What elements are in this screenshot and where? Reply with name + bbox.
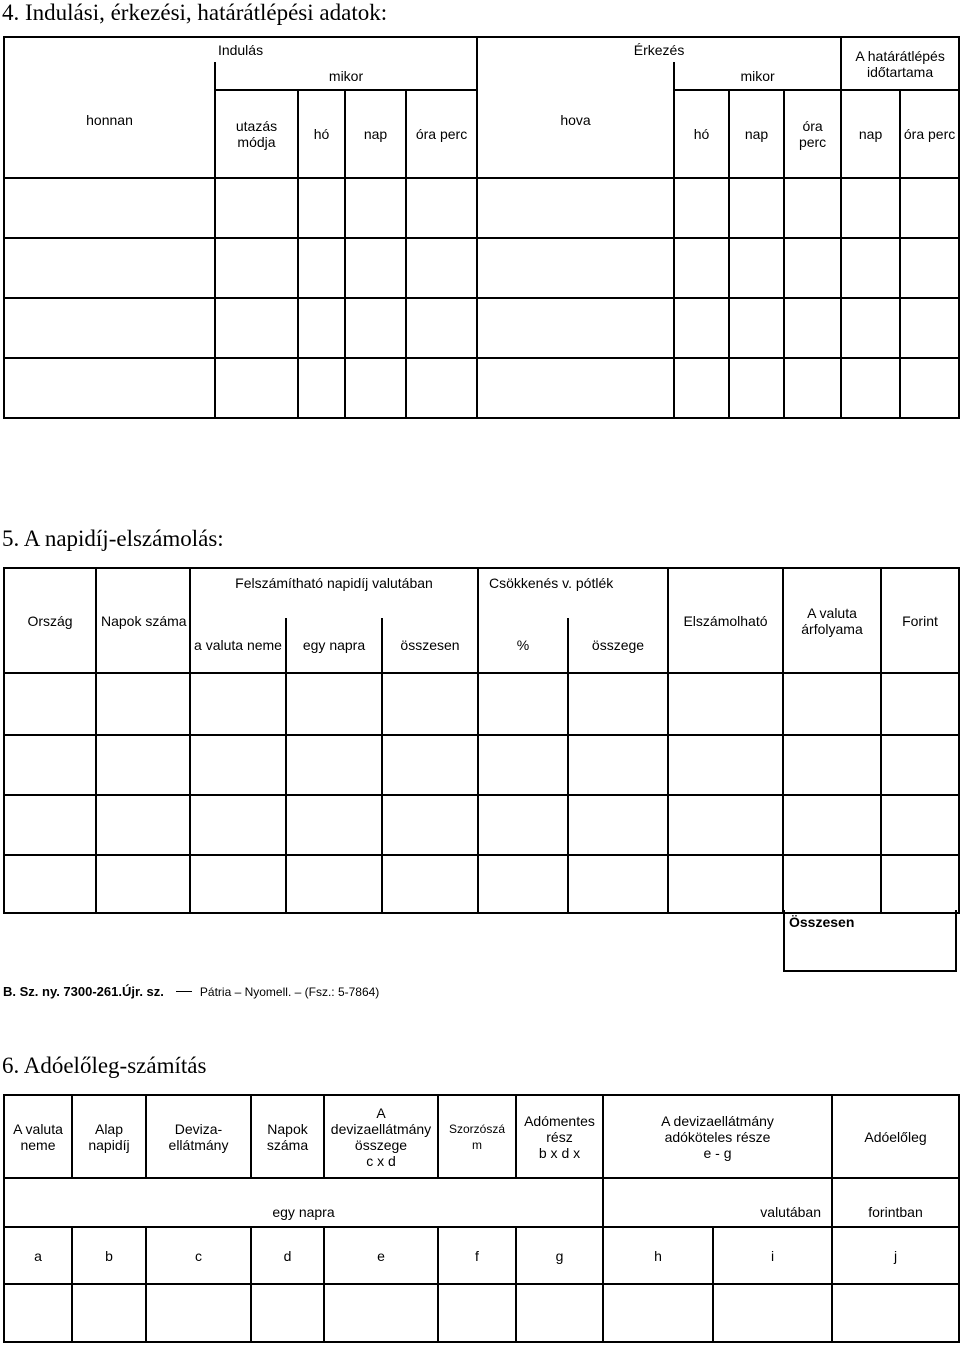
table-row bbox=[4, 795, 959, 855]
table-row bbox=[4, 673, 959, 735]
printer-info: Pátria – Nyomell. – (Fsz.: 5-7864) bbox=[199, 985, 380, 999]
col-header-foreign-allowance: Deviza- ellátmány bbox=[146, 1095, 251, 1178]
travel-mode-header: utazás módja bbox=[215, 90, 298, 178]
table-cell[interactable] bbox=[881, 795, 959, 855]
table-cell[interactable] bbox=[832, 1284, 959, 1342]
table-cell[interactable] bbox=[4, 1284, 72, 1342]
table-cell[interactable] bbox=[784, 358, 841, 418]
arrival-month-header: hó bbox=[674, 90, 729, 178]
arrival-when-header: mikor bbox=[674, 62, 841, 90]
table-cell[interactable] bbox=[4, 855, 96, 913]
table-cell[interactable] bbox=[286, 855, 382, 913]
table-row bbox=[4, 178, 959, 238]
table-cell[interactable] bbox=[881, 855, 959, 913]
table-cell[interactable] bbox=[477, 238, 674, 298]
country-header: Ország bbox=[4, 568, 96, 673]
table-cell[interactable] bbox=[382, 735, 478, 795]
table-cell[interactable] bbox=[215, 358, 298, 418]
table-cell[interactable] bbox=[382, 795, 478, 855]
table-row bbox=[4, 855, 959, 913]
table-cell[interactable] bbox=[729, 298, 784, 358]
table-cell[interactable] bbox=[298, 358, 345, 418]
table-cell[interactable] bbox=[4, 795, 96, 855]
reduction-supplement-header: Csökkenés v. pótlék bbox=[478, 568, 668, 618]
departure-hour-minute-header: óra perc bbox=[406, 90, 477, 178]
table-cell[interactable] bbox=[96, 673, 190, 735]
table-cell[interactable] bbox=[784, 238, 841, 298]
table-cell[interactable] bbox=[286, 673, 382, 735]
table-cell[interactable] bbox=[4, 735, 96, 795]
letter-row bbox=[4, 1227, 959, 1284]
per-day-header: egy napra bbox=[286, 618, 382, 673]
table-cell[interactable] bbox=[668, 735, 783, 795]
col-header-tax-free-part: Adómentes rész b x d x bbox=[516, 1095, 603, 1178]
tax-advance-table bbox=[3, 1094, 960, 1343]
table-cell[interactable] bbox=[568, 673, 668, 735]
arrival-day-header: nap bbox=[729, 90, 784, 178]
col-header-allowance-amount: A devizaellátmány összege c x d bbox=[324, 1095, 438, 1178]
table-cell[interactable] bbox=[841, 238, 900, 298]
letter-i: i bbox=[713, 1227, 832, 1284]
percent-header: % bbox=[478, 618, 568, 673]
forint-header: Forint bbox=[881, 568, 959, 673]
table-cell[interactable] bbox=[345, 358, 406, 418]
table-cell[interactable] bbox=[324, 1284, 438, 1342]
total-header: összesen bbox=[382, 618, 478, 673]
table-cell[interactable] bbox=[784, 298, 841, 358]
letter-f: f bbox=[438, 1227, 516, 1284]
table-cell[interactable] bbox=[478, 855, 568, 913]
table-cell[interactable] bbox=[96, 855, 190, 913]
table-cell[interactable] bbox=[568, 735, 668, 795]
departure-month-header: hó bbox=[298, 90, 345, 178]
settleable-header: Elszámolható bbox=[668, 568, 783, 673]
grand-total-box[interactable] bbox=[783, 910, 957, 972]
table-cell[interactable] bbox=[568, 795, 668, 855]
table-cell[interactable] bbox=[251, 1284, 324, 1342]
table-cell[interactable] bbox=[4, 358, 215, 418]
departure-when-header: mikor bbox=[215, 62, 477, 90]
table-cell[interactable] bbox=[215, 238, 298, 298]
table-cell[interactable] bbox=[190, 735, 286, 795]
table-cell[interactable] bbox=[215, 178, 298, 238]
grand-total-label: Összesen bbox=[789, 914, 855, 930]
table-row bbox=[4, 238, 959, 298]
table-cell[interactable] bbox=[345, 298, 406, 358]
table-cell[interactable] bbox=[4, 673, 96, 735]
table-row bbox=[4, 1284, 959, 1342]
table-cell[interactable] bbox=[4, 298, 215, 358]
table-row bbox=[4, 358, 959, 418]
table-cell[interactable] bbox=[881, 735, 959, 795]
table-cell[interactable] bbox=[668, 795, 783, 855]
table-cell[interactable] bbox=[783, 795, 881, 855]
table-cell[interactable] bbox=[674, 238, 729, 298]
currency-type-header: a valuta neme bbox=[190, 618, 286, 673]
crossing-hour-minute-header: óra perc bbox=[900, 90, 959, 178]
to-header: hova bbox=[477, 62, 674, 178]
table-cell[interactable] bbox=[406, 358, 477, 418]
table-cell[interactable] bbox=[406, 298, 477, 358]
letter-c: c bbox=[146, 1227, 251, 1284]
table-cell[interactable] bbox=[190, 795, 286, 855]
per-day-subheader: egy napra bbox=[4, 1178, 603, 1227]
table-cell[interactable] bbox=[783, 855, 881, 913]
table-cell[interactable] bbox=[96, 735, 190, 795]
table-cell[interactable] bbox=[568, 855, 668, 913]
col-header-currency: A valuta neme bbox=[4, 1095, 72, 1178]
letter-b: b bbox=[72, 1227, 146, 1284]
table-cell[interactable] bbox=[668, 673, 783, 735]
table-cell[interactable] bbox=[4, 238, 215, 298]
table-cell[interactable] bbox=[900, 238, 959, 298]
border-crossing-duration-header: A határátlépés időtartama bbox=[841, 37, 959, 90]
col-header-taxable-part: A devizaellátmány adóköteles része e - g bbox=[603, 1095, 832, 1178]
in-forint-subheader: forintban bbox=[832, 1178, 959, 1227]
table-cell[interactable] bbox=[478, 795, 568, 855]
letter-a: a bbox=[4, 1227, 72, 1284]
table-cell[interactable] bbox=[729, 178, 784, 238]
table-cell[interactable] bbox=[146, 1284, 251, 1342]
table-cell[interactable] bbox=[841, 358, 900, 418]
table-cell[interactable] bbox=[477, 298, 674, 358]
departure-day-header: nap bbox=[345, 90, 406, 178]
in-currency-subheader: valutában bbox=[603, 1178, 832, 1227]
table-cell[interactable] bbox=[478, 673, 568, 735]
table-cell[interactable] bbox=[668, 855, 783, 913]
table-cell[interactable] bbox=[713, 1284, 832, 1342]
letter-d: d bbox=[251, 1227, 324, 1284]
table-cell[interactable] bbox=[477, 358, 674, 418]
table-cell[interactable] bbox=[783, 673, 881, 735]
table-cell[interactable] bbox=[298, 238, 345, 298]
table-cell[interactable] bbox=[4, 178, 215, 238]
departure-header: Indulás bbox=[4, 37, 477, 62]
table-cell[interactable] bbox=[286, 795, 382, 855]
crossing-day-header: nap bbox=[841, 90, 900, 178]
table-cell[interactable] bbox=[72, 1284, 146, 1342]
dash-divider bbox=[176, 991, 192, 992]
table-cell[interactable] bbox=[729, 238, 784, 298]
table-cell[interactable] bbox=[881, 673, 959, 735]
col-header-multiplier: Szorzószá m bbox=[438, 1095, 516, 1178]
table-cell[interactable] bbox=[215, 298, 298, 358]
table-cell[interactable] bbox=[516, 1284, 603, 1342]
table-cell[interactable] bbox=[382, 673, 478, 735]
table-cell[interactable] bbox=[406, 238, 477, 298]
amount-header: összege bbox=[568, 618, 668, 673]
col-header-days: Napok száma bbox=[251, 1095, 324, 1178]
table-row bbox=[4, 735, 959, 795]
table-cell[interactable] bbox=[298, 178, 345, 238]
letter-e: e bbox=[324, 1227, 438, 1284]
table-cell[interactable] bbox=[190, 855, 286, 913]
exchange-rate-header: A valuta árfolyama bbox=[783, 568, 881, 673]
travel-data-table bbox=[3, 36, 960, 419]
table-cell[interactable] bbox=[603, 1284, 713, 1342]
section-6-title: 6. Adóelőleg-számítás bbox=[2, 1053, 207, 1078]
table-cell[interactable] bbox=[438, 1284, 516, 1342]
table-cell[interactable] bbox=[900, 298, 959, 358]
table-cell[interactable] bbox=[190, 673, 286, 735]
table-cell[interactable] bbox=[298, 298, 345, 358]
table-cell[interactable] bbox=[784, 178, 841, 238]
table-cell[interactable] bbox=[345, 178, 406, 238]
table-cell[interactable] bbox=[674, 298, 729, 358]
table-cell[interactable] bbox=[345, 238, 406, 298]
print-code bbox=[3, 984, 379, 999]
table-cell[interactable] bbox=[382, 855, 478, 913]
table-cell[interactable] bbox=[841, 298, 900, 358]
per-diem-table bbox=[3, 567, 960, 914]
letter-h: h bbox=[603, 1227, 713, 1284]
col-header-tax-advance: Adóelőleg bbox=[832, 1095, 959, 1178]
table-cell[interactable] bbox=[477, 178, 674, 238]
table-row bbox=[4, 298, 959, 358]
form-code: B. Sz. ny. 7300-261.Újr. sz. bbox=[3, 984, 164, 999]
table-cell[interactable] bbox=[900, 358, 959, 418]
table-cell[interactable] bbox=[406, 178, 477, 238]
days-count-header: Napok száma bbox=[96, 568, 190, 673]
table-cell[interactable] bbox=[96, 795, 190, 855]
from-header: honnan bbox=[4, 62, 215, 178]
letter-g: g bbox=[516, 1227, 603, 1284]
section-5-title: 5. A napidíj-elszámolás: bbox=[2, 526, 224, 551]
arrival-header: Érkezés bbox=[477, 37, 841, 62]
table-cell[interactable] bbox=[783, 735, 881, 795]
col-header-base-per-diem: Alap napidíj bbox=[72, 1095, 146, 1178]
table-cell[interactable] bbox=[674, 178, 729, 238]
table-cell[interactable] bbox=[729, 358, 784, 418]
table-cell[interactable] bbox=[841, 178, 900, 238]
arrival-hour-minute-header: óra perc bbox=[784, 90, 841, 178]
table-cell[interactable] bbox=[900, 178, 959, 238]
chargeable-per-diem-header: Felszámítható napidíj valutában bbox=[190, 568, 478, 618]
table-cell[interactable] bbox=[674, 358, 729, 418]
table-cell[interactable] bbox=[478, 735, 568, 795]
table-cell[interactable] bbox=[286, 735, 382, 795]
letter-j: j bbox=[832, 1227, 959, 1284]
section-4-title: 4. Indulási, érkezési, határátlépési adatok: bbox=[2, 0, 388, 25]
